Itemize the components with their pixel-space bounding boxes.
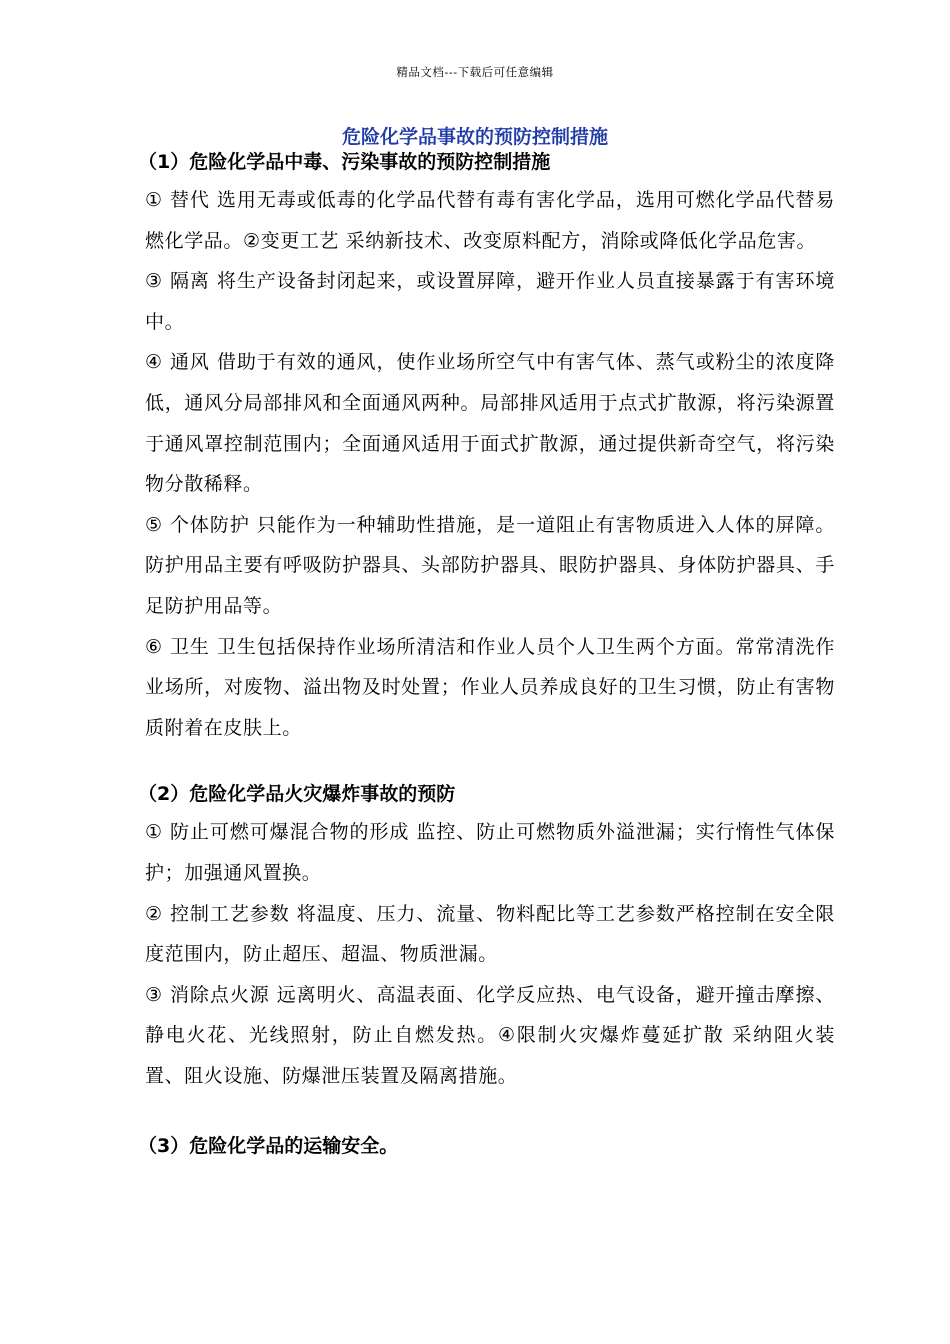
paragraph-prevent-mixture: ① 防止可燃可爆混合物的形成 监控、防止可燃物质外溢泄漏；实行惰性气体保护；加强通风置换。	[145, 821, 835, 884]
paragraph-process-parameters: ② 控制工艺参数 将温度、压力、流量、物料配比等工艺参数严格控制在安全限度范围内，防止超压、超温、物质泄漏。	[145, 902, 835, 966]
paragraph-ventilation: ④ 通风 借助于有效的通风，使作业场所空气中有害气体、蒸气或粉尘的浓度降低，通风分局部排风和全面通风两种。局部排风适用于点式扩散源，将污染源置于通风罩控制范围内；全面通风适用于面式扩散源，通过提供新奇空气，将污染物分散稀释。	[145, 351, 835, 496]
paragraph-personal-protection: ⑤ 个体防护 只能作为一种辅助性措施，是一道阻止有害物质进入人体的屏障。防护用品主要有呼吸防护器具、头部防护器具、眼防护器具、身体防护器具、手足防护用品等。	[145, 513, 835, 617]
paragraph-substitution: ① 替代 选用无毒或低毒的化学品代替有毒有害化学品，选用可燃化学品代替易燃化学品。②变更工艺 采纳新技术、改变原料配方，消除或降低化学品危害。	[145, 189, 835, 252]
section-heading-1: （1）危险化学品中毒、污染事故的预防控制措施	[138, 151, 551, 173]
paragraph-ignition-sources: ③ 消除点火源 远离明火、高温表面、化学反应热、电气设备，避开撞击摩擦、静电火花、光线照射，防止自燃发热。④限制火灾爆炸蔓延扩散 采纳阻火装置、阻火设施、防爆泄压装置及隔离措施。	[145, 983, 835, 1087]
paragraph-hygiene: ⑥ 卫生 卫生包括保持作业场所清洁和作业人员个人卫生两个方面。常常清洗作业场所，对废物、溢出物及时处置；作业人员养成良好的卫生习惯，防止有害物质附着在皮肤上。	[145, 635, 835, 739]
spacer	[145, 1096, 835, 1128]
document-body	[138, 144, 835, 1164]
page-header: 精品文档---下载后可任意编辑	[396, 65, 554, 79]
spacer	[145, 748, 835, 776]
section-heading-3: （3）危险化学品的运输安全。	[138, 1135, 399, 1158]
document-title: 危险化学品事故的预防控制措施	[341, 126, 608, 148]
paragraph-isolation: ③ 隔离 将生产设备封闭起来，或设置屏障，避开作业人员直接暴露于有害环境中。	[145, 270, 835, 333]
section-heading-2: （2）危险化学品火灾爆炸事故的预防	[138, 783, 456, 806]
